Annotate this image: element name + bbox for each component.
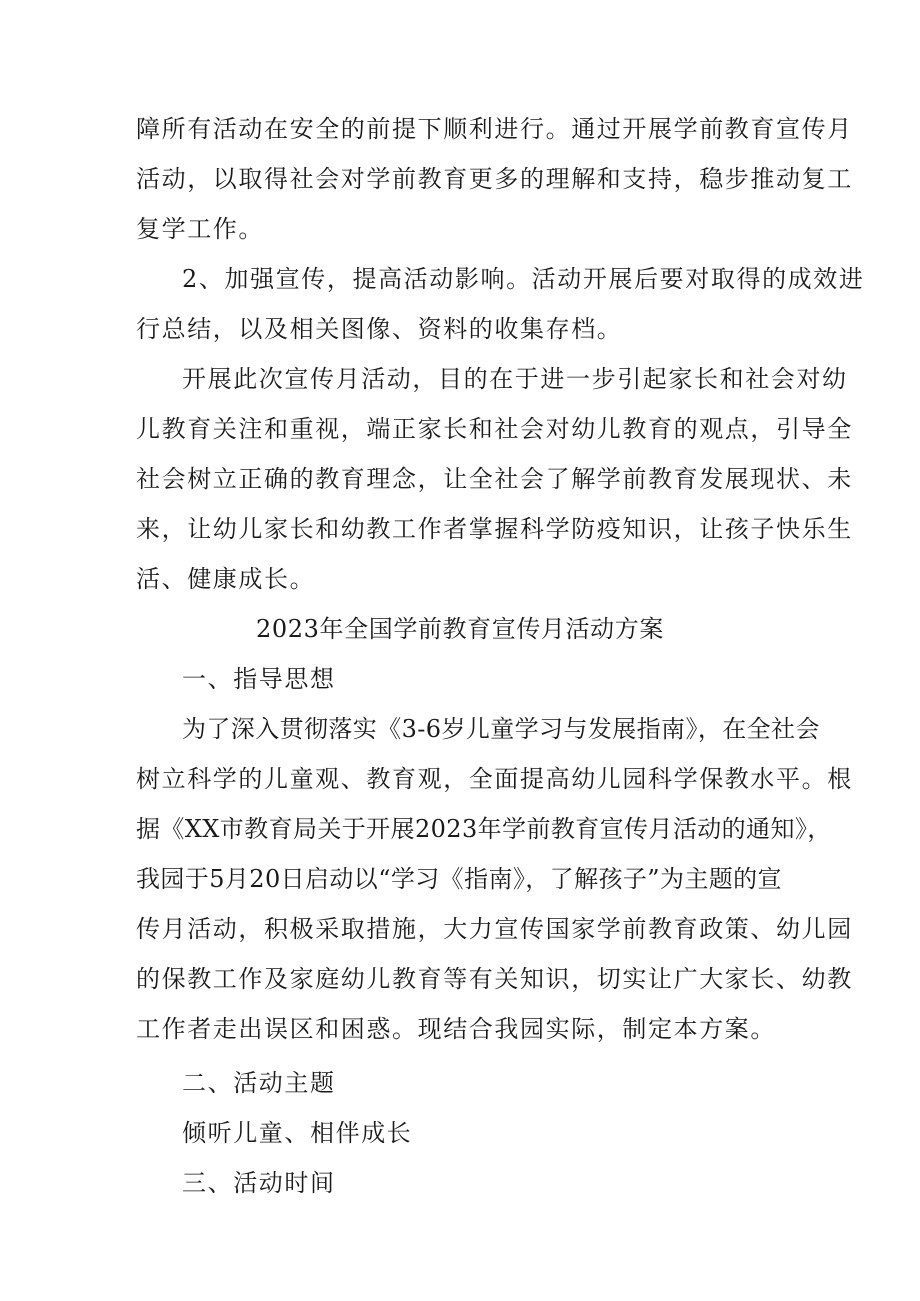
section-2-heading: 二、活动主题 bbox=[182, 1069, 336, 1097]
paragraph-2-line-1: 2、加强宣传，提高活动影响。活动开展后要对取得的成效进 bbox=[182, 265, 865, 293]
paragraph-4-line-3: 据《XX市教育局关于开展2023年学前教育宣传月活动的通知》， bbox=[136, 815, 832, 843]
paragraph-1-line-1: 障所有活动在安全的前提下顺利进行。通过开展学前教育宣传月 bbox=[136, 115, 853, 143]
paragraph-1-line-2: 活动，以取得社会对学前教育更多的理解和支持，稳步推动复工 bbox=[136, 165, 853, 193]
paragraph-3-line-1: 开展此次宣传月活动，目的在于进一步引起家长和社会对幼 bbox=[182, 365, 848, 393]
paragraph-4-line-6: 的保教工作及家庭幼儿教育等有关知识，切实让广大家长、幼教 bbox=[136, 965, 853, 993]
paragraph-3-line-5: 活、健康成长。 bbox=[136, 565, 316, 593]
paragraph-3-line-3: 社会树立正确的教育理念，让全社会了解学前教育发展现状、未 bbox=[136, 465, 853, 493]
paragraph-4-line-4: 我园于5月20日启动以“学习《指南》，了解孩子”为主题的宣 bbox=[136, 865, 782, 893]
paragraph-1-line-3: 复学工作。 bbox=[136, 215, 264, 243]
paragraph-4-line-7: 工作者走出误区和困惑。现结合我园实际，制定本方案。 bbox=[136, 1015, 776, 1043]
section-1-heading: 一、指导思想 bbox=[182, 665, 336, 693]
paragraph-4-line-2: 树立科学的儿童观、教育观，全面提高幼儿园科学保教水平。根 bbox=[136, 765, 853, 793]
section-2-body: 倾听儿童、相伴成长 bbox=[182, 1119, 413, 1147]
paragraph-4-line-5: 传月活动，积极采取措施，大力宣传国家学前教育政策、幼儿园 bbox=[136, 915, 853, 943]
section-3-heading: 三、活动时间 bbox=[182, 1169, 336, 1197]
paragraph-4-line-1: 为了深入贯彻落实《3-6岁儿童学习与发展指南》，在全社会 bbox=[182, 715, 820, 743]
paragraph-3-line-4: 来，让幼儿家长和幼教工作者掌握科学防疫知识，让孩子快乐生 bbox=[136, 515, 853, 543]
paragraph-3-line-2: 儿教育关注和重视，端正家长和社会对幼儿教育的观点，引导全 bbox=[136, 415, 853, 443]
paragraph-2-line-2: 行总结，以及相关图像、资料的收集存档。 bbox=[136, 315, 623, 343]
document-title: 2023年全国学前教育宣传月活动方案 bbox=[256, 615, 664, 643]
